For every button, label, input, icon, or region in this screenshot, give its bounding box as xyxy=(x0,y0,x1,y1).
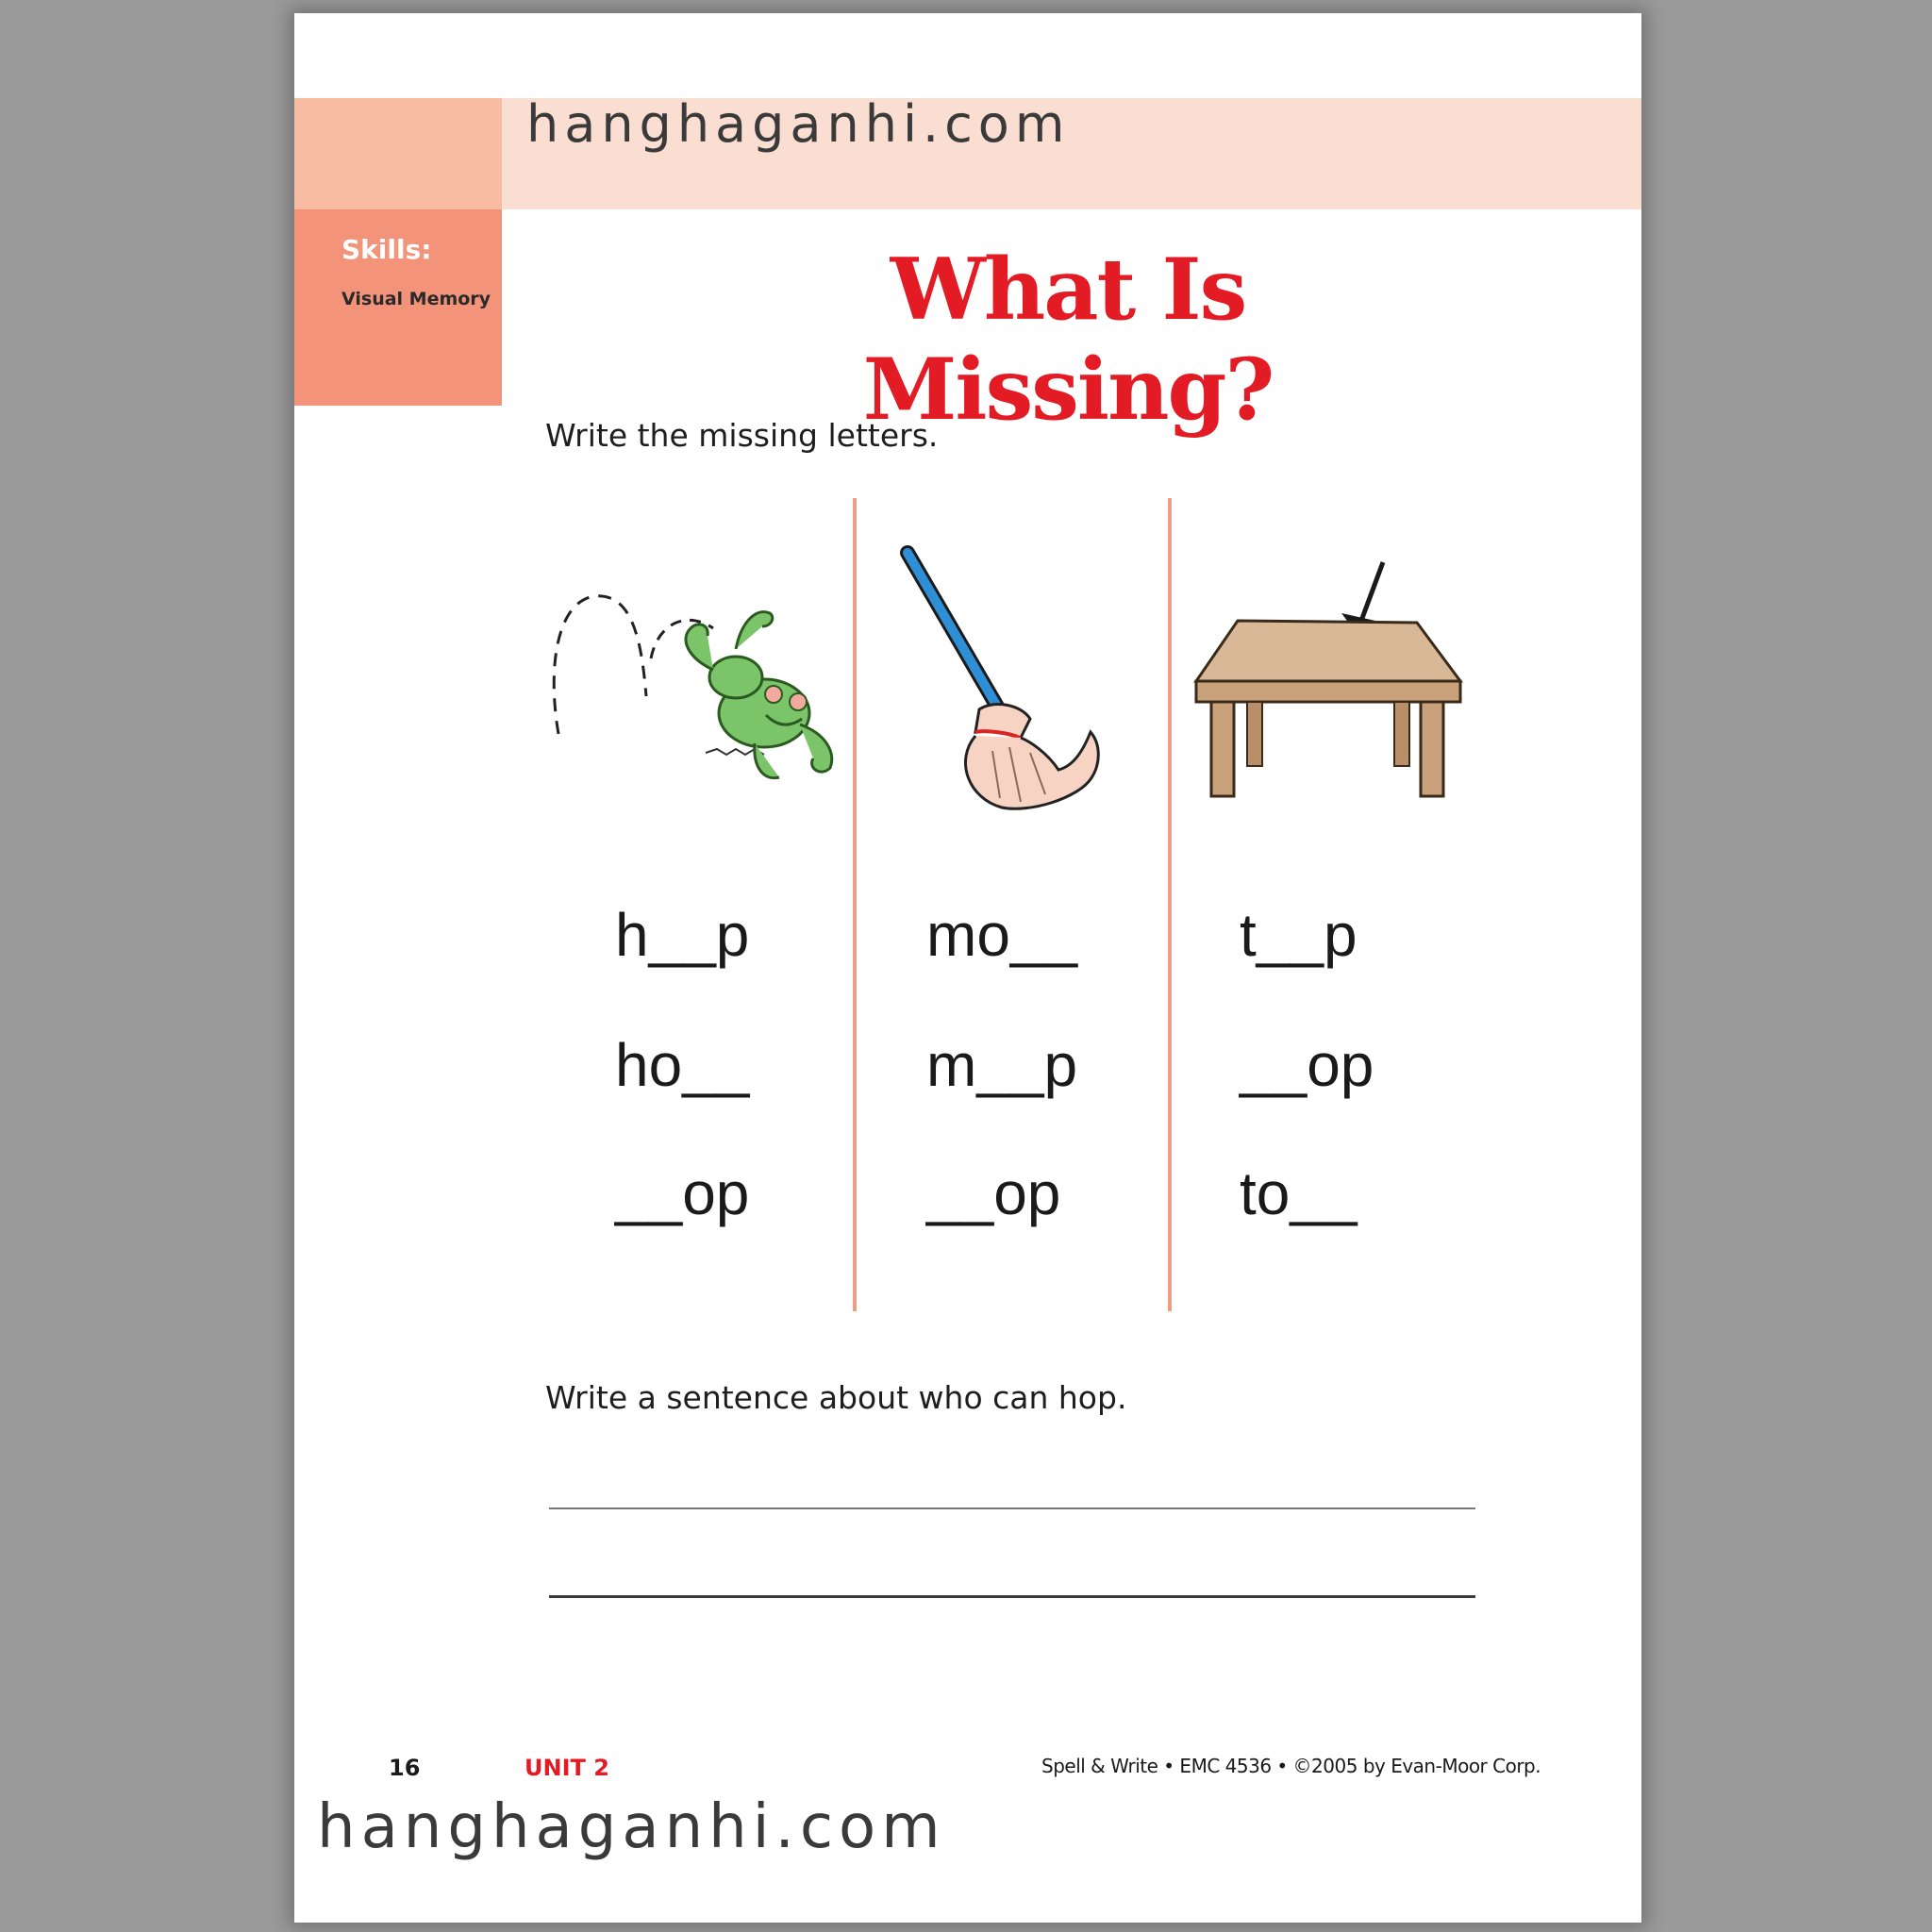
watermark-bottom: hanghaganhi.com xyxy=(317,1792,946,1862)
header-corner-block xyxy=(294,98,502,209)
word-blank: mo__ xyxy=(926,901,1078,969)
word-blank: to__ xyxy=(1240,1159,1357,1227)
instruction-sentence: Write a sentence about who can hop. xyxy=(545,1379,1127,1416)
column-divider xyxy=(853,498,857,1311)
word-blank: h__p xyxy=(615,901,750,969)
word-blank: __op xyxy=(1240,1031,1374,1099)
word-blank: m__p xyxy=(926,1031,1078,1099)
instruction-missing-letters: Write the missing letters. xyxy=(545,417,939,454)
word-blank: ho__ xyxy=(615,1031,750,1099)
mop-icon xyxy=(889,543,1115,819)
answer-line[interactable] xyxy=(549,1595,1475,1598)
column-divider xyxy=(1168,498,1172,1311)
word-blank: __op xyxy=(926,1159,1061,1227)
answer-line[interactable] xyxy=(549,1507,1475,1509)
page-number: 16 xyxy=(389,1755,421,1781)
skills-label: Skills: xyxy=(341,234,432,265)
table-icon xyxy=(1191,555,1464,809)
skills-value: Visual Memory xyxy=(341,289,491,309)
page-title: What Is Missing? xyxy=(862,240,1274,440)
unit-label: UNIT 2 xyxy=(525,1755,609,1781)
worksheet-page xyxy=(294,13,1641,1923)
watermark-top: hanghaganhi.com xyxy=(526,94,1071,154)
frog-hopping-icon xyxy=(547,583,847,792)
word-blank: t__p xyxy=(1240,901,1357,969)
word-blank: __op xyxy=(615,1159,750,1227)
copyright-credit: Spell & Write • EMC 4536 • ©2005 by Evan-Moor Corp. xyxy=(1041,1755,1541,1777)
